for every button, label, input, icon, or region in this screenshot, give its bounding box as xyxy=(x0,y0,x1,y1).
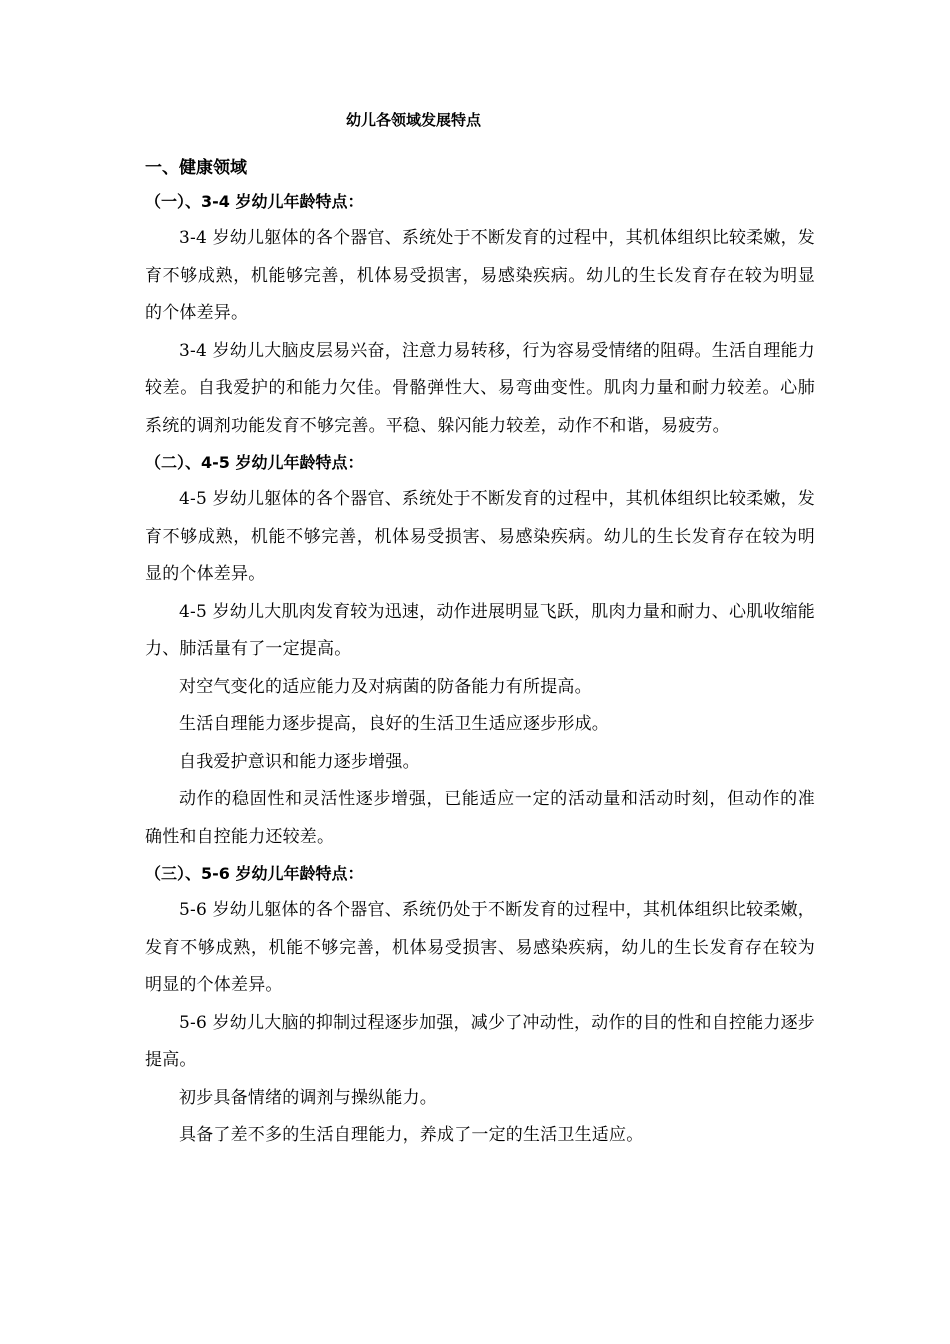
document-title: 幼儿各领域发展特点 xyxy=(346,111,482,129)
paragraph: 对空气变化的适应能力及对病菌的防备能力有所提高。 xyxy=(179,676,592,697)
paragraph: 自我爱护意识和能力逐步增强。 xyxy=(179,751,420,772)
paragraph: 生活自理能力逐步提高，良好的生活卫生适应逐步形成。 xyxy=(179,714,609,734)
document-body xyxy=(145,152,815,1155)
paragraph: 3-4 岁幼儿大脑皮层易兴奋，注意力易转移，行为容易受情绪的阻碍。生活自理能力较差。自我爱护的和能力欠佳。骨骼弹性大、易弯曲变性。肌肉力量和耐力较差。心肺系统的调剂功能发育不够完善。平稳、躲闪能力较差，动作不和谐，易疲劳。 xyxy=(145,340,815,436)
paragraph: 5-6 岁幼儿大脑的抑制过程逐步加强，减少了冲动性，动作的目的性和自控能力逐步提高。 xyxy=(145,1012,815,1070)
paragraph: 具备了差不多的生活自理能力，养成了一定的生活卫生适应。 xyxy=(179,1125,644,1145)
paragraph: 5-6 岁幼儿躯体的各个器官、系统仍处于不断发育的过程中，其机体组织比较柔嫩，发育不够成熟，机能不够完善，机体易受损害、易感染疾病，幼儿的生长发育存在较为明显的个体差异。 xyxy=(145,900,815,995)
paragraph: 动作的稳固性和灵活性逐步增强，已能适应一定的活动量和活动时刻，但动作的准确性和自控能力还较差。 xyxy=(145,789,815,847)
subsection-heading-5-6: （三）、5-6 岁幼儿年龄特点： xyxy=(145,864,364,883)
subsection-heading-3-4: （一）、3-4 岁幼儿年龄特点： xyxy=(145,192,364,211)
paragraph: 3-4 岁幼儿躯体的各个器官、系统处于不断发育的过程中，其机体组织比较柔嫩，发育不够成熟，机能够完善，机体易受损害，易感染疾病。幼儿的生长发育存在较为明显的个体差异。 xyxy=(145,228,815,323)
paragraph: 4-5 岁幼儿躯体的各个器官、系统处于不断发育的过程中，其机体组织比较柔嫩，发育不够成熟，机能不够完善，机体易受损害、易感染疾病。幼儿的生长发育存在较为明显的个体差异。 xyxy=(145,489,815,584)
subsection-heading-4-5: （二）、4-5 岁幼儿年龄特点： xyxy=(145,453,364,472)
paragraph: 初步具备情绪的调剂与操纵能力。 xyxy=(179,1087,437,1108)
paragraph: 4-5 岁幼儿大肌肉发育较为迅速，动作进展明显飞跃，肌肉力量和耐力、心肌收缩能力、肺活量有了一定提高。 xyxy=(145,601,815,659)
section-heading-health: 一、健康领域 xyxy=(145,158,247,178)
